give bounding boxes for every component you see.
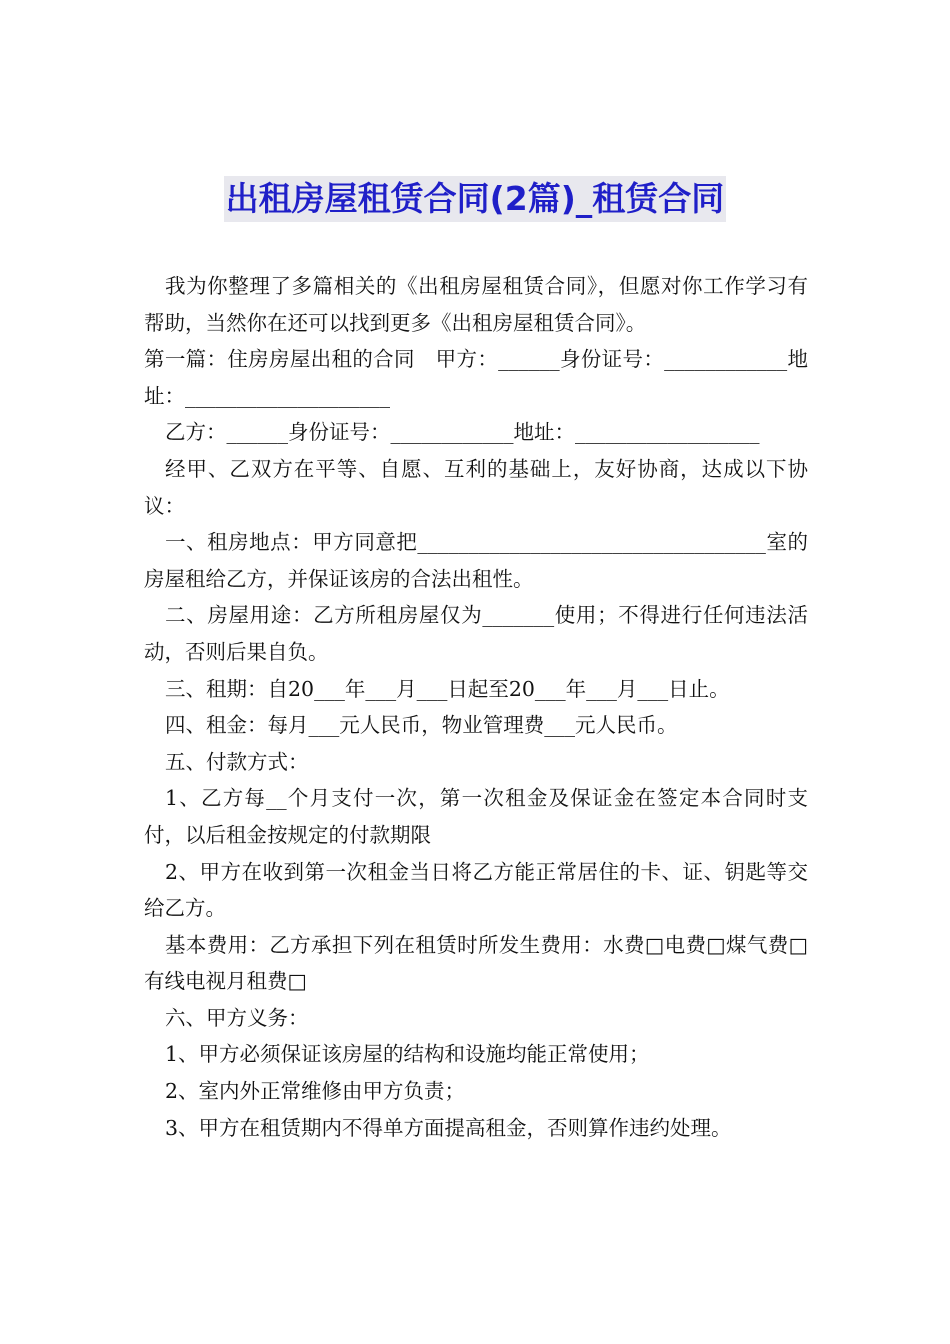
- paragraph-obligation-2: 2、室内外正常维修由甲方负责；: [165, 1079, 466, 1104]
- paragraph-party-b: 乙方：______身份证号：____________地址：__________________: [165, 420, 760, 445]
- paragraph-obligation-3: 3、甲方在租赁期内不得单方面提高租金，否则算作违约处理。: [165, 1115, 732, 1140]
- paragraph-agreement: 经甲、乙双方在平等、自愿、互利的基础上，友好协商，达成以下协议：: [144, 456, 808, 518]
- paragraph-obligation-1: 1、甲方必须保证该房屋的结构和设施均能正常使用；: [165, 1042, 650, 1067]
- paragraph-basic-fees: 基本费用：乙方承担下列在租赁时所发生费用：水费□电费□煤气费□有线电视月租费□: [144, 932, 808, 994]
- document-title: 出租房屋租赁合同(2篇)_租赁合同: [224, 176, 727, 222]
- paragraph-intro: 我为你整理了多篇相关的《出租房屋租赁合同》，但愿对你工作学习有帮助，当然你在还可以找到更多《出租房屋租赁合同》。: [144, 274, 808, 335]
- paragraph-payment-1: 1、乙方每__个月支付一次，第一次租金及保证金在签定本合同时支付，以后租金按规定的付款期限: [144, 786, 808, 847]
- paragraph-clause-location: 一、租房地点：甲方同意把__________________________________室的房屋租给乙方，并保证该房的合法出租性。: [144, 530, 808, 591]
- paragraph-party-a: 第一篇：住房房屋出租的合同 甲方：______身份证号：____________地址：____________________: [144, 347, 808, 408]
- document-body: [144, 268, 808, 1146]
- paragraph-clause-obligations: 六、甲方义务：: [165, 1005, 309, 1030]
- paragraph-clause-usage: 二、房屋用途：乙方所租房屋仅为_______使用；不得进行任何违法活动，否则后果自负。: [144, 603, 808, 664]
- paragraph-clause-term: 三、租期：自20___年___月___日起至20___年___月___日止。: [165, 676, 730, 701]
- paragraph-clause-rent: 四、租金：每月___元人民币，物业管理费___元人民币。: [165, 713, 678, 738]
- paragraph-payment-2: 2、甲方在收到第一次租金当日将乙方能正常居住的卡、证、钥匙等交给乙方。: [144, 859, 808, 921]
- paragraph-clause-payment: 五、付款方式：: [165, 749, 309, 774]
- title-container: [0, 176, 950, 222]
